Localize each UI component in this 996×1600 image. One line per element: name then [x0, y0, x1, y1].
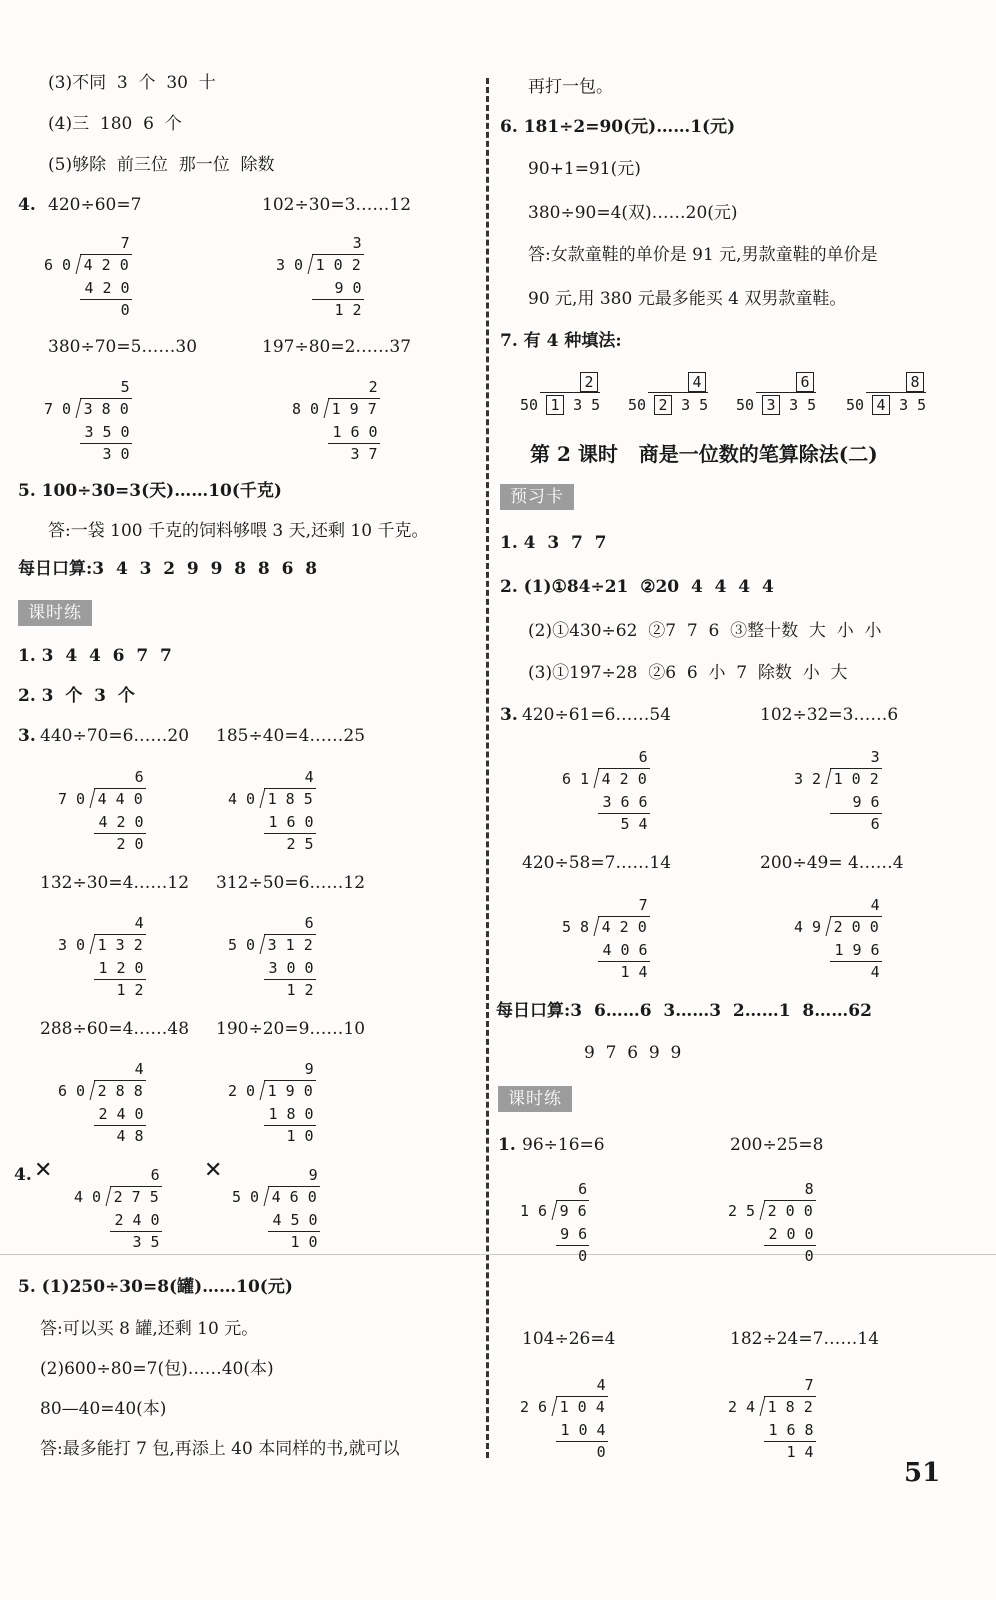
divisor: 6 0 [58, 1082, 86, 1100]
remainder: 6 [870, 815, 880, 833]
partial-product: 4 2 0 [84, 279, 130, 297]
dividend: 4 6 0 [271, 1188, 317, 1206]
partial-product: 2 4 0 [98, 1105, 144, 1123]
equation: 380÷70=5……30 [48, 337, 198, 357]
remainder: 3 5 [132, 1233, 160, 1251]
remainder: 4 [870, 963, 880, 981]
partial-product: 3 5 0 [84, 423, 130, 441]
quotient: 3 [870, 748, 880, 766]
divisor: 2 5 [728, 1202, 756, 1220]
equation: 440÷70=6……20 [40, 726, 190, 746]
remainder: 1 0 [290, 1233, 318, 1251]
dividend: 1 9 0 [267, 1082, 313, 1100]
answer-text: 80—40=40(本) [40, 1399, 167, 1419]
fold-line [0, 1254, 996, 1255]
division-row [520, 394, 600, 416]
partial-product: 1 0 4 [560, 1421, 606, 1439]
section-tag-practice: 课时练 [498, 1086, 572, 1112]
dividend: 1 8 5 [267, 790, 313, 808]
equation: 420÷60=7 [48, 195, 142, 215]
divisor: 8 0 [292, 400, 320, 418]
remainder: 5 4 [620, 815, 648, 833]
remainder: 1 4 [620, 963, 648, 981]
equation: 104÷26=4 [522, 1329, 616, 1349]
answer-line: (3)①197÷28 ②6 6 小 7 除数 小 大 [528, 663, 848, 683]
divisor: 5 0 [228, 936, 256, 954]
divisor: 2 0 [228, 1082, 256, 1100]
dividend: 2 0 0 [833, 918, 879, 936]
quotient: 7 [120, 234, 130, 252]
question-5: 5. 100÷30=3(天)……10(千克) [18, 481, 282, 501]
answer-line: 2. (1)①84÷21 ②20 4 4 4 4 [500, 577, 774, 597]
divisor: 7 0 [58, 790, 86, 808]
daily-mental-math-cont: 9 7 6 9 9 [584, 1043, 682, 1063]
question-6: 6. 181÷2=90(元)……1(元) [500, 117, 736, 137]
remainder: 3 0 [102, 445, 130, 463]
remainder: 1 0 [286, 1127, 314, 1145]
question-5b: 5. (1)250÷30=8(罐)……10(元) [18, 1277, 293, 1297]
cross-mark-icon: ✕ [34, 1158, 53, 1183]
digit-box: 1 [546, 395, 564, 415]
partial-product: 2 4 0 [114, 1211, 160, 1229]
quotient: 4 [304, 768, 314, 786]
quotient: 3 [352, 234, 362, 252]
remainder: 0 [578, 1247, 588, 1265]
equation: 288÷60=4……48 [40, 1019, 190, 1039]
answer-line: 1. 3 4 4 6 7 7 [18, 646, 172, 666]
lesson-title: 第 2 课时 商是一位数的笔算除法(二) [530, 442, 878, 466]
quotient: 4 [870, 896, 880, 914]
cross-mark-icon: ✕ [204, 1158, 223, 1183]
divisor: 2 6 [520, 1398, 548, 1416]
answer-text: 答:女款童鞋的单价是 91 元,男款童鞋的单价是 [528, 245, 878, 265]
answer-line: (3)不同 3 个 30 十 [48, 73, 216, 93]
remainder: 4 8 [116, 1127, 144, 1145]
dividend: 1 8 2 [767, 1398, 813, 1416]
partial-product: 1 6 8 [768, 1421, 814, 1439]
quotient-box: 6 [796, 372, 814, 392]
partial-product: 1 6 0 [332, 423, 378, 441]
division-bracket [648, 392, 708, 393]
divisor: 3 0 [276, 256, 304, 274]
divisor: 3 0 [58, 936, 86, 954]
dividend-rest: 3 5 [672, 396, 709, 414]
division-bracket [540, 392, 600, 393]
remainder: 0 [120, 301, 130, 319]
quotient: 7 [638, 896, 648, 914]
dividend: 4 2 0 [601, 918, 647, 936]
division-bracket [756, 392, 816, 393]
digit-box: 4 [872, 395, 890, 415]
section-tag-practice: 课时练 [18, 600, 92, 626]
remainder: 0 [804, 1247, 814, 1265]
division-row [736, 394, 816, 416]
digit-box: 3 [762, 395, 780, 415]
divisor: 1 6 [520, 1202, 548, 1220]
divisor: 5 0 [232, 1188, 260, 1206]
dividend: 1 9 7 [331, 400, 377, 418]
dividend: 1 0 2 [315, 256, 361, 274]
equation: 200÷49= 4……4 [760, 853, 904, 873]
answer-text: 再打一包。 [528, 77, 613, 97]
daily-mental-math: 每日口算:3 6……6 3……3 2……1 8……62 [496, 1001, 872, 1021]
quotient: 6 [150, 1166, 160, 1184]
partial-product: 4 0 6 [602, 941, 648, 959]
dividend: 4 2 0 [601, 770, 647, 788]
divisor: 7 0 [44, 400, 72, 418]
question-7: 7. 有 4 种填法: [500, 331, 622, 351]
divisor: 2 4 [728, 1398, 756, 1416]
quotient-box: 2 [580, 372, 598, 392]
quotient: 4 [134, 914, 144, 932]
dividend: 2 0 0 [767, 1202, 813, 1220]
partial-product: 1 8 0 [268, 1105, 314, 1123]
question-number: 4. [14, 1165, 32, 1185]
divisor: 50 [736, 396, 755, 414]
equation: 312÷50=6……12 [216, 873, 366, 893]
partial-product: 3 6 6 [602, 793, 648, 811]
divisor: 50 [628, 396, 647, 414]
question-number: 3. [18, 726, 36, 746]
equation: 185÷40=4……25 [216, 726, 366, 746]
partial-product: 1 6 0 [268, 813, 314, 831]
equation: 182÷24=7……14 [730, 1329, 880, 1349]
partial-product: 9 6 [560, 1225, 588, 1243]
quotient: 6 [578, 1180, 588, 1198]
remainder: 3 7 [350, 445, 378, 463]
partial-product: 3 0 0 [268, 959, 314, 977]
divisor: 3 2 [794, 770, 822, 788]
dividend-rest: 3 5 [780, 396, 817, 414]
answer-text: 答:最多能打 7 包,再添上 40 本同样的书,就可以 [40, 1439, 400, 1459]
page-number: 51 [904, 1458, 941, 1488]
divisor: 50 [520, 396, 539, 414]
division-row [628, 394, 708, 416]
remainder: 0 [596, 1443, 606, 1461]
partial-product: 1 2 0 [98, 959, 144, 977]
remainder: 2 5 [286, 835, 314, 853]
column-divider [486, 78, 489, 1458]
division-bracket [866, 392, 926, 393]
equation: 200÷25=8 [730, 1135, 824, 1155]
question-number: 4. [18, 195, 36, 215]
quotient-box: 8 [906, 372, 924, 392]
quotient: 6 [304, 914, 314, 932]
remainder: 1 4 [786, 1443, 814, 1461]
quotient: 7 [804, 1376, 814, 1394]
partial-product: 2 0 0 [768, 1225, 814, 1243]
division-row [846, 394, 926, 416]
answer-line: (2)①430÷62 ②7 7 6 ③整十数 大 小 小 [528, 621, 882, 641]
quotient: 8 [804, 1180, 814, 1198]
answer-line: (4)三 180 6 个 [48, 114, 182, 134]
equation: 420÷61=6……54 [522, 705, 672, 725]
dividend: 4 4 0 [97, 790, 143, 808]
quotient: 9 [304, 1060, 314, 1078]
divisor: 6 0 [44, 256, 72, 274]
equation: 197÷80=2……37 [262, 337, 412, 357]
equation: 132÷30=4……12 [40, 873, 190, 893]
dividend: 4 2 0 [83, 256, 129, 274]
quotient: 9 [308, 1166, 318, 1184]
dividend: 2 8 8 [97, 1082, 143, 1100]
divisor: 6 1 [562, 770, 590, 788]
remainder: 1 2 [334, 301, 362, 319]
answer-text: 380÷90=4(双)……20(元) [528, 203, 738, 223]
quotient: 4 [596, 1376, 606, 1394]
remainder: 1 2 [286, 981, 314, 999]
divisor: 4 0 [74, 1188, 102, 1206]
partial-product: 1 9 6 [834, 941, 880, 959]
dividend: 1 3 2 [97, 936, 143, 954]
answer-text: (2)600÷80=7(包)……40(本) [40, 1359, 274, 1379]
quotient: 6 [638, 748, 648, 766]
dividend: 1 0 2 [833, 770, 879, 788]
dividend-rest: 3 5 [564, 396, 601, 414]
section-tag-preview: 预习卡 [500, 484, 574, 510]
quotient: 6 [134, 768, 144, 786]
dividend-rest: 3 5 [890, 396, 927, 414]
quotient: 2 [368, 378, 378, 396]
answer-line: (5)够除 前三位 那一位 除数 [48, 155, 275, 175]
dividend: 3 8 0 [83, 400, 129, 418]
equation: 102÷32=3……6 [760, 705, 899, 725]
answer-text: 90+1=91(元) [528, 159, 641, 179]
answer-text: 90 元,用 380 元最多能买 4 双男款童鞋。 [528, 289, 847, 309]
quotient: 5 [120, 378, 130, 396]
equation: 102÷30=3……12 [262, 195, 412, 215]
answer-line: 2. 3 个 3 个 [18, 686, 135, 706]
partial-product: 4 2 0 [98, 813, 144, 831]
divisor: 4 0 [228, 790, 256, 808]
remainder: 1 2 [116, 981, 144, 999]
partial-product: 9 0 [334, 279, 362, 297]
partial-product: 9 6 [852, 793, 880, 811]
answer-text: 答:一袋 100 千克的饲料够喂 3 天,还剩 10 千克。 [48, 521, 429, 541]
question-number: 1. [498, 1135, 516, 1155]
question-number: 3. [500, 705, 518, 725]
dividend: 3 1 2 [267, 936, 313, 954]
dividend: 1 0 4 [559, 1398, 605, 1416]
equation: 190÷20=9……10 [216, 1019, 366, 1039]
dividend: 9 6 [559, 1202, 587, 1220]
divisor: 5 8 [562, 918, 590, 936]
divisor: 50 [846, 396, 865, 414]
quotient: 4 [134, 1060, 144, 1078]
equation: 96÷16=6 [522, 1135, 605, 1155]
daily-mental-math: 每日口算:3 4 3 2 9 9 8 8 6 8 [18, 559, 318, 579]
answer-line: 1. 4 3 7 7 [500, 533, 607, 553]
partial-product: 4 5 0 [272, 1211, 318, 1229]
answer-text: 答:可以买 8 罐,还剩 10 元。 [40, 1319, 259, 1339]
remainder: 2 0 [116, 835, 144, 853]
digit-box: 2 [654, 395, 672, 415]
divisor: 4 9 [794, 918, 822, 936]
dividend: 2 7 5 [113, 1188, 159, 1206]
quotient-box: 4 [688, 372, 706, 392]
equation: 420÷58=7……14 [522, 853, 672, 873]
